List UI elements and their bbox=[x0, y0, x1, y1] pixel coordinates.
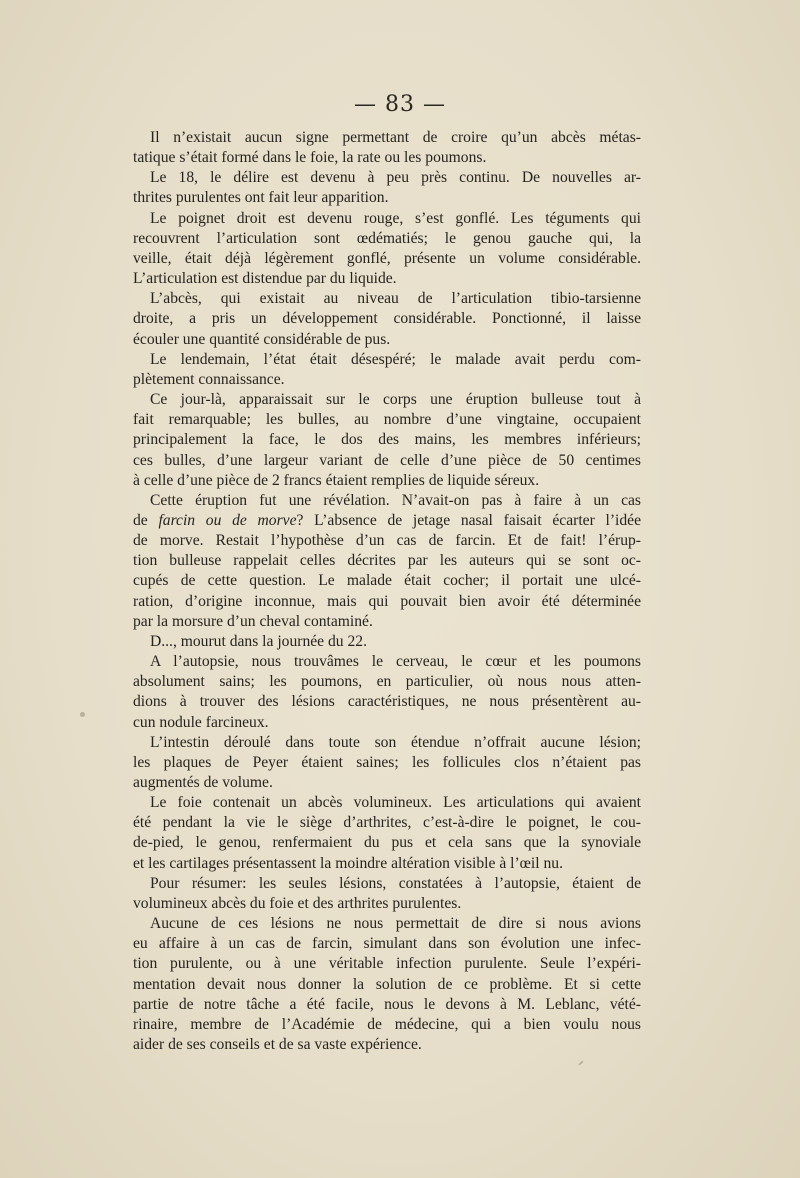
text-line: eu affaire à un cas de farcin, simulant dans son évolution une infec- bbox=[133, 935, 641, 953]
text-line: Ce jour-là, apparaissait sur le corps une éruption bulleuse tout à bbox=[150, 391, 641, 409]
text-line: recouvrent l’articulation sont œdématiés; le genou gauche qui, la bbox=[133, 229, 641, 247]
paragraph bbox=[116, 733, 641, 793]
text-line: Aucune de ces lésions ne nous permettait de dire si nous avions bbox=[150, 915, 641, 933]
text-line: cun nodule farcineux. bbox=[133, 713, 269, 731]
text-line: ration, d’origine inconnue, mais qui pouvait bien avoir été déterminée bbox=[133, 592, 641, 610]
text-line: veille, était déjà légèrement gonflé, présente un volume considérable. bbox=[133, 249, 641, 267]
text-line: par la morsure d’un cheval contaminé. bbox=[133, 612, 373, 630]
text-line: les plaques de Peyer étaient saines; les follicules clos n’étaient pas bbox=[133, 753, 641, 771]
text-line: rinaire, membre de l’Académie de médecine, qui a bien voulu nous bbox=[133, 1015, 641, 1033]
text-line: Pour résumer: les seules lésions, constatées à l’autopsie, étaient de bbox=[150, 874, 641, 892]
paragraph bbox=[116, 128, 641, 168]
text-line: été pendant la vie le siège d’arthrites, c’est-à-dire le poignet, le cou- bbox=[133, 814, 641, 832]
text-line: tion bulleuse rappelait celles décrites par les auteurs qui se sont oc- bbox=[133, 552, 641, 570]
text-line: à celle d’une pièce de 2 francs étaient remplies de liquide séreux. bbox=[133, 471, 540, 489]
text-line: de farcin ou de morve? L’absence de jetage nasal faisait écarter l’idée bbox=[133, 511, 641, 529]
paragraph bbox=[116, 350, 641, 390]
body-text bbox=[116, 128, 641, 1055]
text-line: principalement la face, le dos des mains, les membres inférieurs; bbox=[133, 431, 641, 449]
text-line: Il n’existait aucun signe permettant de croire qu’un abcès métas- bbox=[150, 129, 641, 146]
text-line: tatique s’était formé dans le foie, la rate ou les poumons. bbox=[133, 149, 487, 167]
text-line: aider de ses conseils et de sa vaste expérience. bbox=[133, 1036, 422, 1054]
text-line: Cette éruption fut une révélation. N’avait-on pas à faire à un cas bbox=[150, 491, 641, 509]
text-line: Le lendemain, l’état était désespéré; le malade avait perdu com- bbox=[150, 350, 641, 368]
paper-speck bbox=[80, 712, 85, 717]
text-line: A l’autopsie, nous trouvâmes le cerveau, le cœur et les poumons bbox=[150, 653, 641, 671]
text-line: L’articulation est distendue par du liquide. bbox=[133, 270, 397, 288]
page-number: — 83 — bbox=[354, 92, 446, 117]
text-line: mentation devait nous donner la solution de ce problème. Et si cette bbox=[133, 975, 641, 993]
text-line: cupés de cette question. Le malade était cocher; il portait une ulcé- bbox=[133, 572, 641, 590]
paragraph bbox=[116, 209, 641, 290]
text-line: de morve. Restait l’hypothèse d’un cas de farcin. Et de fait! l’érup- bbox=[133, 532, 641, 550]
text-line: et les cartilages présentassent la moindre altération visible à l’œil nu. bbox=[133, 854, 563, 872]
italic-phrase: farcin ou de morve bbox=[158, 511, 297, 529]
text-line: thrites purulentes ont fait leur apparition. bbox=[133, 189, 389, 207]
text-line: D..., mourut dans la journée du 22. bbox=[150, 632, 367, 650]
text-line: plètement connaissance. bbox=[133, 370, 285, 388]
text-line: L’abcès, qui existait au niveau de l’articulation tibio-tarsienne bbox=[150, 290, 641, 308]
paragraph bbox=[116, 390, 641, 491]
paragraph bbox=[116, 168, 641, 208]
paragraph bbox=[116, 632, 641, 652]
text-line: Le 18, le délire est devenu à peu près continu. De nouvelles ar- bbox=[150, 169, 641, 187]
text-line: augmentés de volume. bbox=[133, 774, 273, 791]
paper-speck bbox=[578, 1060, 584, 1065]
text-line: partie de notre tâche a été facile, nous le devons à M. Leblanc, vété- bbox=[133, 995, 641, 1013]
paragraph bbox=[116, 289, 641, 349]
text-line: de-pied, le genou, renfermaient du pus et cela sans que la synoviale bbox=[133, 834, 641, 852]
paragraph bbox=[116, 793, 641, 874]
text-line: Le foie contenait un abcès volumineux. Les articulations qui avaient bbox=[150, 794, 641, 812]
text-line: Le poignet droit est devenu rouge, s’est gonflé. Les téguments qui bbox=[150, 209, 641, 227]
text-line: dions à trouver des lésions caractéristiques, ne nous présentèrent au- bbox=[133, 693, 641, 711]
text-line: fait remarquable; les bulles, au nombre d’une vingtaine, occupaient bbox=[133, 411, 641, 429]
text-line: L’intestin déroulé dans toute son étendue n’offrait aucune lésion; bbox=[150, 733, 641, 751]
text-line: absolument sains; les poumons, en particulier, où nous nous atten- bbox=[133, 673, 641, 691]
paragraph bbox=[116, 491, 641, 632]
paragraph bbox=[116, 874, 641, 914]
text-line: tion purulente, ou à une véritable infection purulente. Seule l’expéri- bbox=[133, 955, 641, 973]
text-line: volumineux abcès du foie et des arthrites purulentes. bbox=[133, 894, 462, 912]
text-line: droite, a pris un développement considérable. Ponctionné, il laisse bbox=[133, 310, 641, 328]
paragraph bbox=[116, 914, 641, 1055]
text-line: écouler une quantité considérable de pus. bbox=[133, 330, 391, 348]
text-line: ces bulles, d’une largeur variant de celle d’une pièce de 50 centimes bbox=[133, 451, 641, 469]
paragraph bbox=[116, 652, 641, 733]
